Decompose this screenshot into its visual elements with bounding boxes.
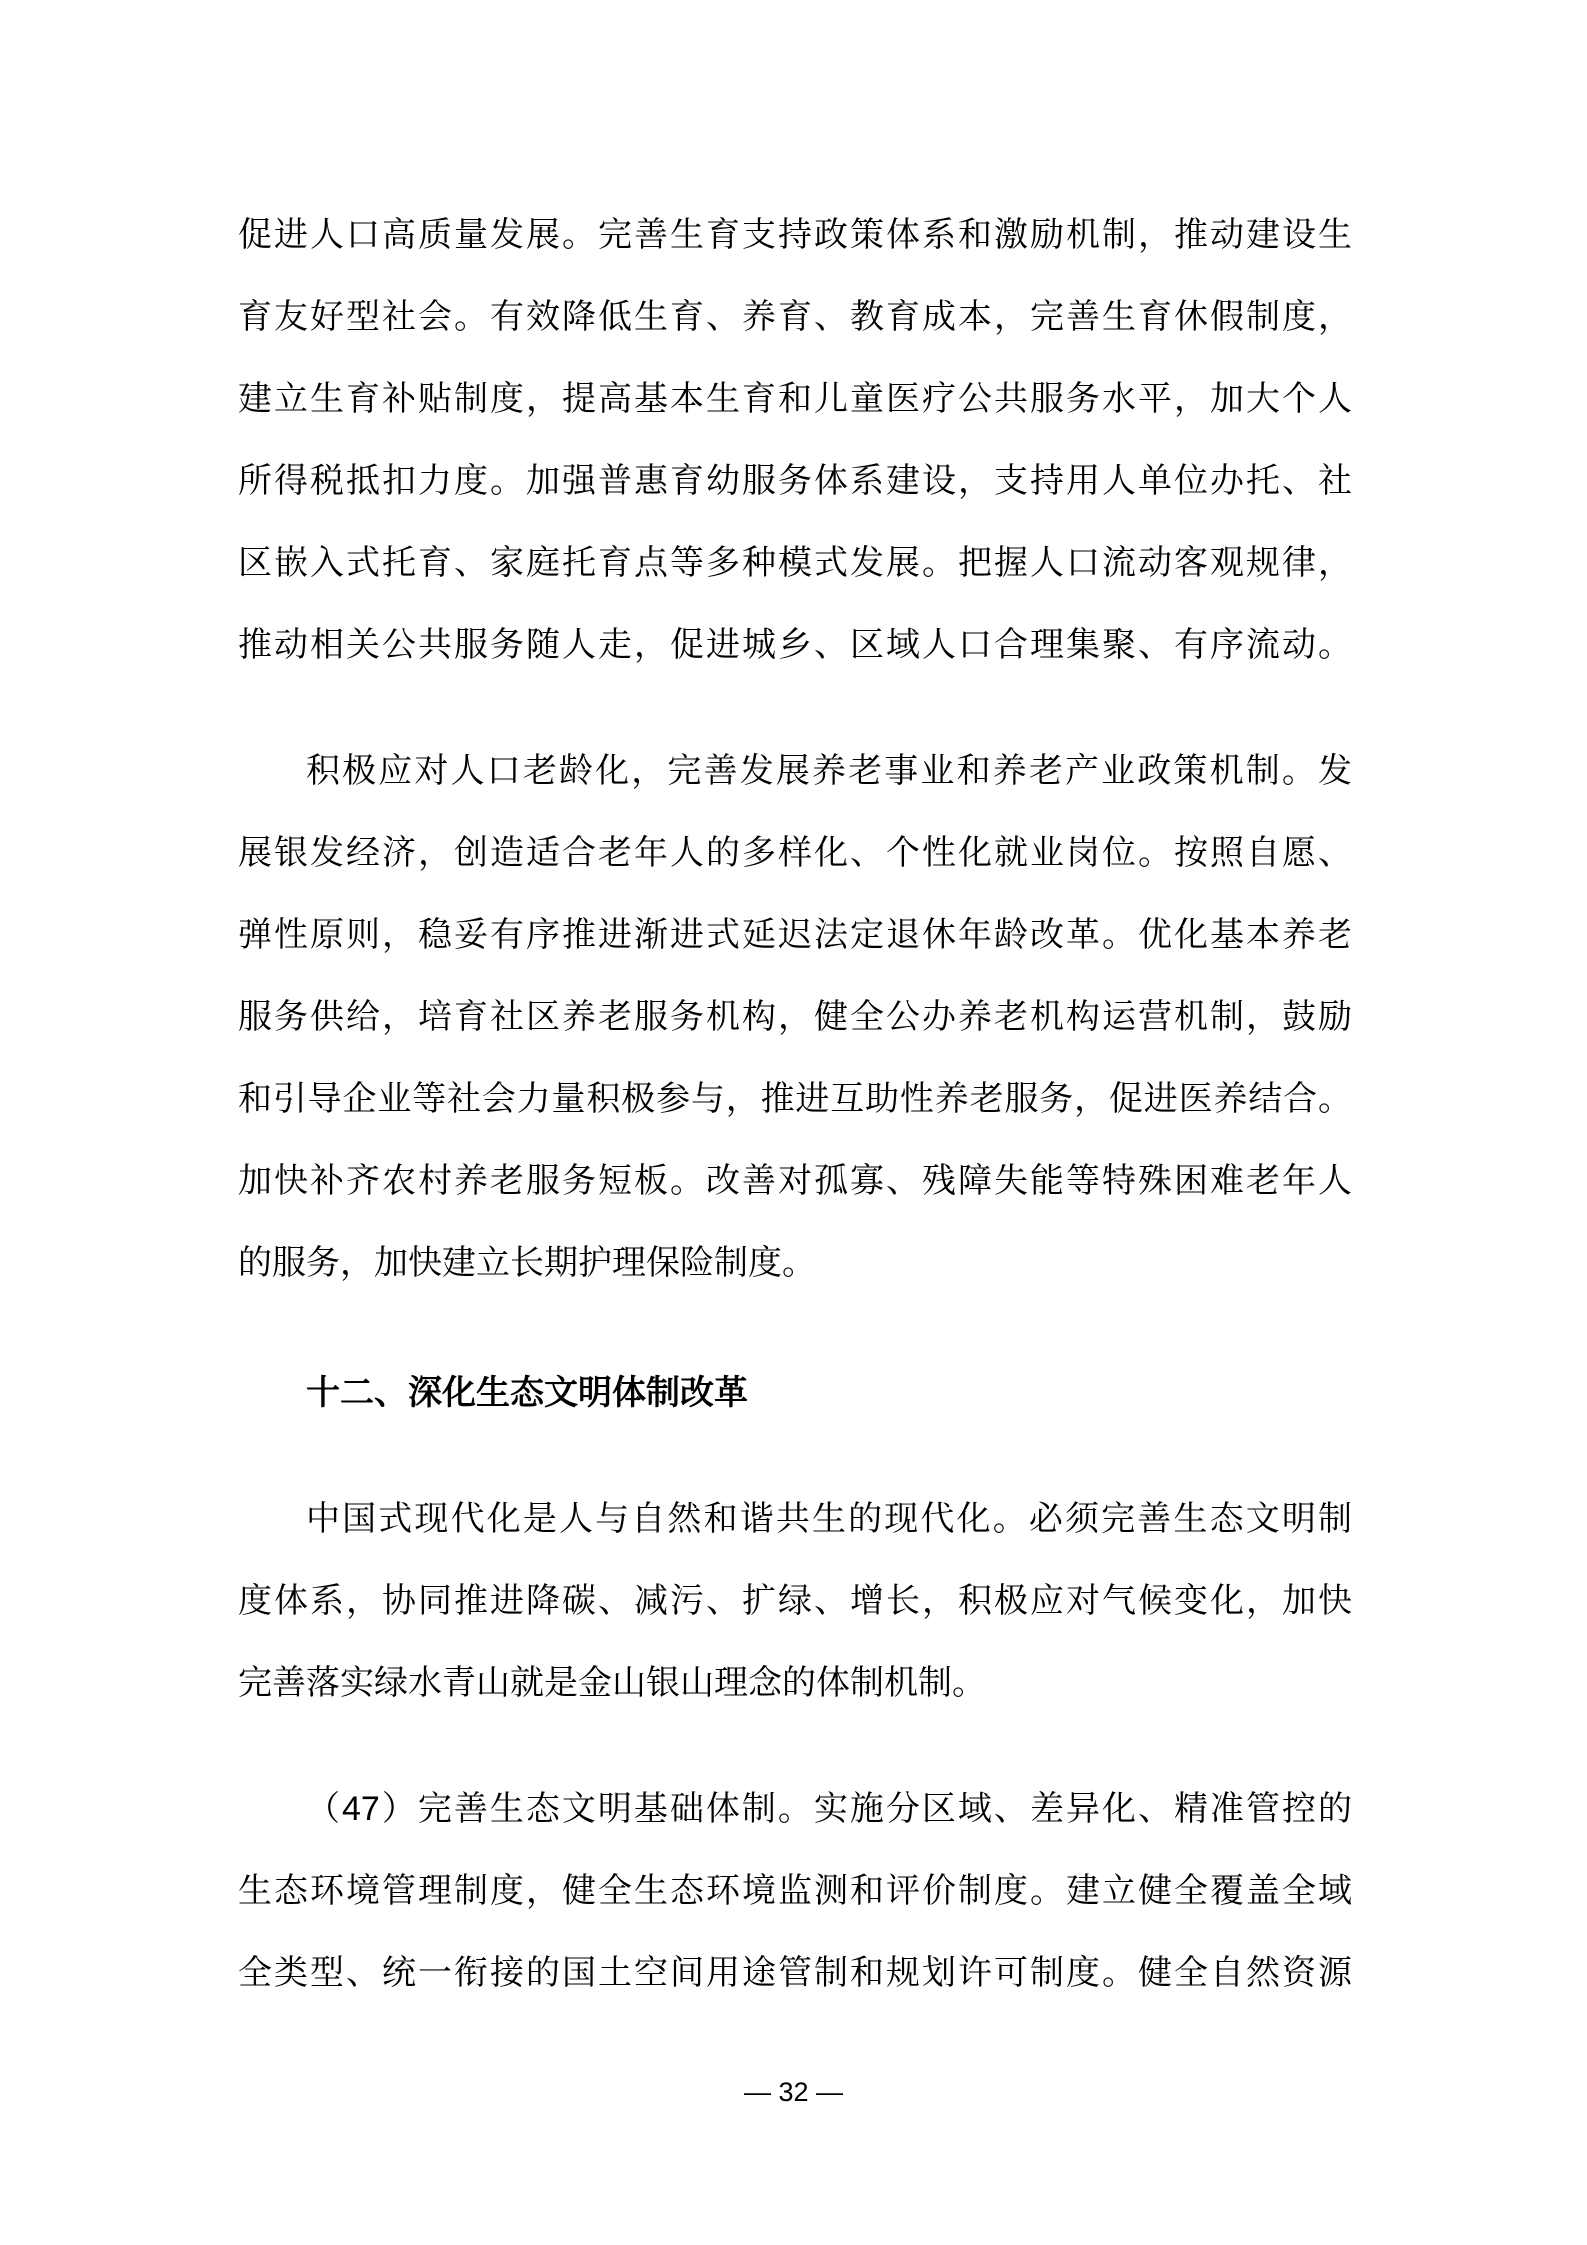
body-line: 建立生育补贴制度，提高基本生育和儿童医疗公共服务水平，加大个人 [238,380,1352,418]
body-line: 全类型、统一衔接的国土空间用途管制和规划许可制度。健全自然资源 [238,1954,1352,1992]
body-line: 积极应对人口老龄化，完善发展养老事业和养老产业政策机制。发 [306,752,1352,790]
body-line: 中国式现代化是人与自然和谐共生的现代化。必须完善生态文明制 [306,1500,1352,1538]
body-line: 完善落实绿水青山就是金山银山理念的体制机制。 [238,1664,986,1702]
body-line: 弹性原则，稳妥有序推进渐进式延迟法定退休年龄改革。优化基本养老 [238,916,1352,954]
body-line: 和引导企业等社会力量积极参与，推进互助性养老服务，促进医养结合。 [238,1080,1352,1118]
paragraph-population-quality [238,194,1352,686]
page-body [238,194,1352,2014]
body-line: 生态环境管理制度，健全生态环境监测和评价制度。建立健全覆盖全域 [238,1872,1352,1910]
body-line: 促进人口高质量发展。完善生育支持政策体系和激励机制，推动建设生 [238,216,1352,254]
body-line: 度体系，协同推进降碳、减污、扩绿、增长，积极应对气候变化，加快 [238,1582,1352,1620]
section-heading-text: 十二、深化生态文明体制改革 [306,1374,748,1412]
body-line: （47）完善生态文明基础体制。实施分区域、差异化、精准管控的 [306,1790,1352,1828]
paragraph-item-47 [238,1768,1352,2014]
page-number: — 32 — [743,2077,844,2107]
body-line: 服务供给，培育社区养老服务机构，健全公办养老机构运营机制，鼓励 [238,998,1352,1036]
body-line: 区嵌入式托育、家庭托育点等多种模式发展。把握人口流动客观规律， [238,544,1352,582]
paragraph-aging-response [238,730,1352,1304]
body-line: 加快补齐农村养老服务短板。改善对孤寡、残障失能等特殊困难老年人 [238,1162,1352,1200]
body-line: 的服务，加快建立长期护理保险制度。 [238,1244,816,1282]
body-line: 所得税抵扣力度。加强普惠育幼服务体系建设，支持用人单位办托、社 [238,462,1352,500]
section-heading-12 [238,1352,1352,1434]
body-line: 展银发经济，创造适合老年人的多样化、个性化就业岗位。按照自愿、 [238,834,1352,872]
body-line: 育友好型社会。有效降低生育、养育、教育成本，完善生育休假制度， [238,298,1352,336]
paragraph-eco-civilization-intro [238,1478,1352,1724]
body-line: 推动相关公共服务随人走，促进城乡、区域人口合理集聚、有序流动。 [238,626,1352,664]
